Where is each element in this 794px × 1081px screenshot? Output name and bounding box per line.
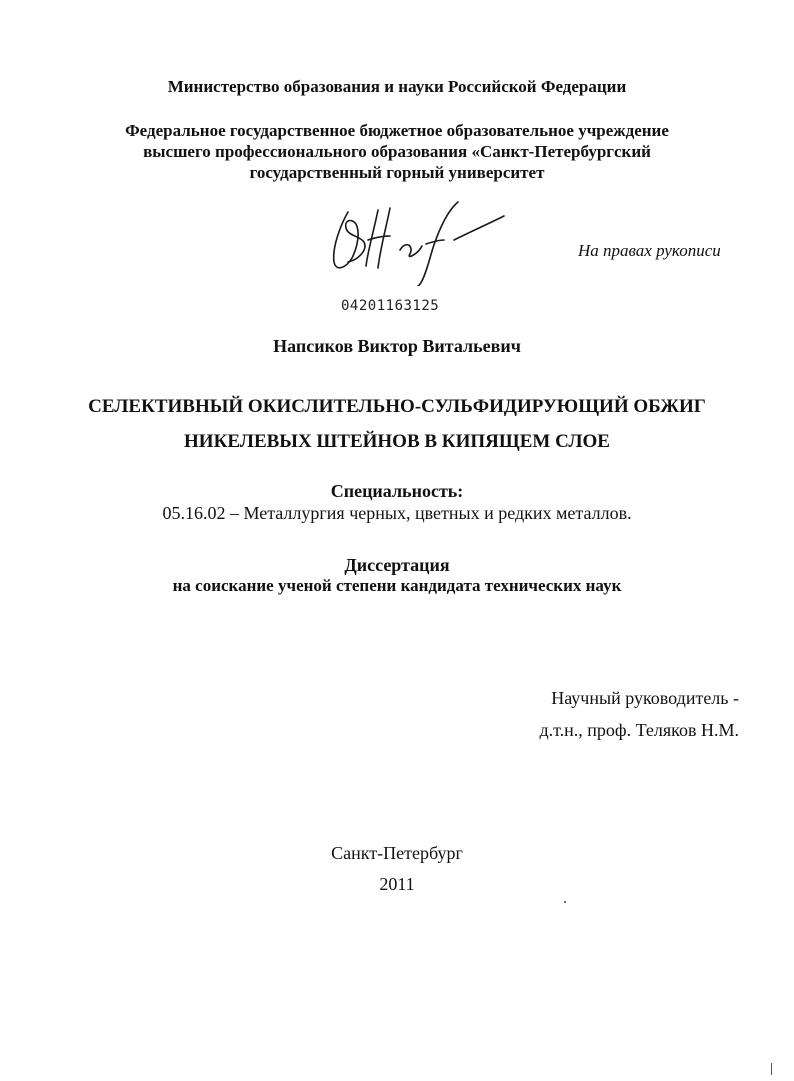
dissertation-label: Диссертация (344, 555, 450, 575)
ministry-heading: Министерство образования и науки Российской Федерации (167, 77, 627, 96)
signature-stroke-b (334, 212, 365, 268)
scan-edge-mark (771, 1063, 772, 1075)
document-number: 04201163125 (341, 298, 440, 314)
institution-line-1: Федеральное государственное бюджетное образовательное учреждение (125, 121, 669, 140)
signature-stroke-loop (400, 245, 422, 257)
institution-line-3: государственный горный университет (249, 163, 545, 182)
signature-stroke-h (366, 208, 390, 268)
handwritten-signature-icon (318, 196, 518, 286)
dissertation-degree: на соискание ученой степени кандидата технических наук (172, 576, 622, 595)
city: Санкт-Петербург (331, 843, 463, 863)
title-line-1: СЕЛЕКТИВНЫЙ ОКИСЛИТЕЛЬНО-СУЛЬФИДИРУЮЩИЙ ОБЖИГ (88, 396, 706, 417)
title-line-2: НИКЕЛЕВЫХ ШТЕЙНОВ В КИПЯЩЕМ СЛОЕ (184, 431, 610, 452)
supervisor-name: д.т.н., проф. Теляков Н.М. (539, 720, 739, 740)
supervisor-role: Научный руководитель - (551, 688, 739, 708)
institution-line-2: высшего профессионального образования «Санкт-Петербургский (143, 142, 651, 161)
signature-stroke-tall (418, 202, 458, 286)
scan-speck (564, 901, 566, 903)
author-name: Напсиков Виктор Витальевич (273, 336, 521, 356)
rights-notice: На правах рукописи (578, 241, 721, 260)
year: 2011 (379, 874, 415, 894)
signature-stroke-tail (454, 216, 504, 240)
specialty-label: Специальность: (330, 481, 464, 501)
specialty-value: 05.16.02 – Металлургия черных, цветных и редких металлов. (162, 503, 632, 523)
